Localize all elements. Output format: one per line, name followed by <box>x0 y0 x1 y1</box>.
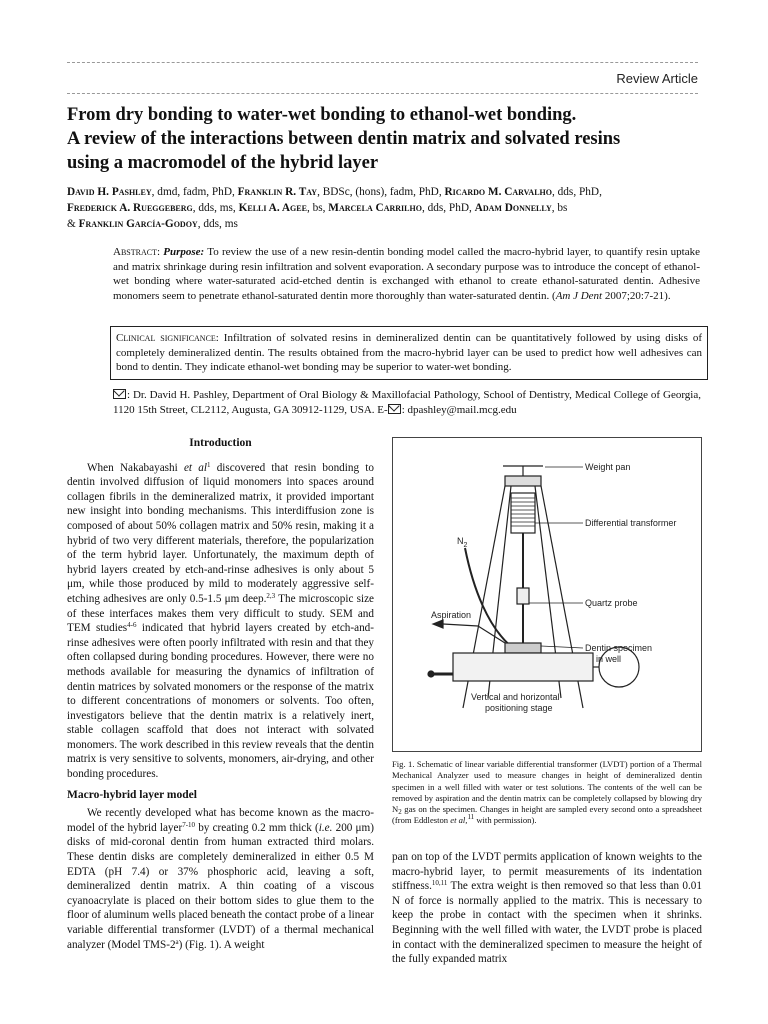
reference-marker: a <box>175 937 179 946</box>
author-line <box>67 200 707 216</box>
abstract-text: To review the use of a new resin-dentin bonding model called the macro-hybrid layer, to quantify resin uptake and matrix shrinkage during resin infiltration and solvent evaporation. A secondary purpose was to introduce the concept of ethanol-wet bonding where water-saturated acid-etched dentin is exchanged with ethanol to create ethanol-saturated dentin. Adhesive monomers seem to penetrate ethanol-saturated dentin more thoroughly than water-saturated dentin. ( <box>113 246 701 302</box>
macro-paragraph <box>67 806 374 952</box>
author-degrees: , dmd, fadm, PhD, <box>151 186 238 198</box>
author-name: Kelli A. Agee <box>238 202 307 214</box>
subscript: 2 <box>398 808 402 817</box>
citation-details: 2007;20:7-21). <box>602 289 671 302</box>
text-run: pan on top of the LVDT permits application of known weights to the macro-hybrid layer, to permit measurements of its indentation stiffness. <box>392 851 702 893</box>
author-name: Adam Donnelly <box>474 202 552 214</box>
reference-marker: 10,11 <box>431 879 448 888</box>
author-name: Franklin García-Godoy <box>78 218 198 230</box>
label-n2 <box>457 536 468 549</box>
label-quartz-probe: Quartz probe <box>585 598 638 608</box>
title-line: using a macromodel of the hybrid layer <box>67 153 379 173</box>
clinical-label: Clinical significance: <box>116 332 219 344</box>
author-name: Frederick A. Rueggeberg <box>67 202 193 214</box>
abstract <box>113 245 700 303</box>
author-degrees: , dds, PhD, <box>421 202 475 214</box>
correspondence-address: : Dr. David H. Pashley, Department of Oral Biology & Maxillofacial Pathology, School of Dentistry, Medical College of Georgia, 1120 15th Street, CL2112, Augusta, GA 30912-1129, USA. E- <box>113 389 701 416</box>
text-run: Fig. 1. Schematic of linear variable differential transformer (LVDT) portion of a Thermal Mechanical Analyzer used to measure changes in height of demineralized dentin specimen in a well filled with water or test solutions. The contents of the well can be removed by aspiration and the dentin matrix can be completely collapsed by blowing dry N <box>392 759 702 815</box>
text-run: When Nakabayashi <box>87 461 184 474</box>
text-run: by creating 0.2 mm thick ( <box>195 821 319 834</box>
author-name: Ricardo M. Carvalho <box>444 186 552 198</box>
text-run: We recently developed what has become known as the macro-model of the hybrid layer <box>67 807 374 834</box>
reference-marker: 4-6 <box>127 621 137 630</box>
positioning-stage <box>453 653 593 681</box>
label-dentin-specimen: Dentin specimen <box>585 643 653 653</box>
transformer-body <box>511 493 535 533</box>
title-line: A review of the interactions between dentin matrix and solvated resins <box>67 129 621 149</box>
right-paragraph <box>392 850 702 967</box>
text-run: The extra weight is then removed so that less than 0.01 N of force is normally applied to the matrix. This is necessary to keep the probe in contact with the specimen when it shrinks. Beginning with the well filled with water, the LVDT probe is placed in contact with the demineralized specimen to measure the height of the fully expanded matrix <box>392 880 702 966</box>
author-name: Franklin R. Tay <box>237 186 318 198</box>
label-n2-sub: 2 <box>463 542 468 549</box>
macro-heading: Macro-hybrid layer model <box>67 788 197 801</box>
label-in-well: in well <box>596 654 622 664</box>
stage-knob <box>599 647 639 687</box>
section-label: Review Article <box>616 71 698 86</box>
figure-1 <box>392 437 702 752</box>
section-divider <box>67 93 698 94</box>
text-run: ) (Fig. 1). A weight <box>178 938 265 951</box>
text-run: The microscopic size of these interfaces makes them very difficult to study. SEM and TEM studies <box>67 592 374 635</box>
author-name: Marcela Carrilho <box>328 202 422 214</box>
author-degrees: , BDSc, (hons), fadm, PhD, <box>317 186 445 198</box>
purpose-label: Purpose: <box>163 246 205 258</box>
right-column <box>392 850 702 967</box>
text-run: indicated that hybrid layers created by etch-and-rinse adhesives were often poorly infiltrated with resin and that they often collapsed during bonding procedures. However, there were no methods available for measuring the dynamics of infiltration of dentin matrices by solvated monomers or the response of the matrix to different concentrations of monomers or solvents. Too often, investigators believe that the dentin matrix is a relatively inert, stable collagen scaffold that does not interact with solvated monomers. The work described in this review reveals that the dentin matrix is very sensitive to solvents, monomers, air-drying, and other bonding procedures. <box>67 622 374 781</box>
top-cap <box>505 476 541 486</box>
text-run: 200 μm) disks of mid-coronal dentin from human extracted third molars. These dentin disks are completely demineralized in either 0.5 M EDTA (pH 7.4) or 37% phosphoric acid, leaving a soft, demineralized dentin matrix. A thin coating of a viscous cyanoacrylate is placed on their bottom sides to glue them to the floor of aluminum wells placed beneath the contact probe of a linear variable differential transformer (LVDT) of a thermal mechanical analyzer (Model TMS-2 <box>67 821 374 951</box>
top-divider <box>67 62 698 63</box>
label-stage-line2: positioning stage <box>485 703 553 713</box>
author-line <box>67 216 707 232</box>
text-run: et al, <box>450 815 468 826</box>
label-weight-pan: Weight pan <box>585 462 631 472</box>
text-run: gas on the specimen. Changes in height are sampled every second onto a spreadsheet (from Eddleston <box>392 804 702 826</box>
ampersand: & <box>67 218 79 230</box>
title-line: From dry bonding to water-wet bonding to ethanol-wet bonding. <box>67 105 577 125</box>
probe-holder <box>517 588 529 604</box>
text-run: discovered that resin bonding to dentin involved diffusion of liquid monomers into spaces around collagen fibrils in the demineralized matrix, it provided important new insight into bonding mechanisms. This interdiffusion zone is composed of about 50% collagen matrix and 50% resin, making it a hybrid of two very different materials, therefore, the popularization of the term hybrid layer. Unfortunately, the maximum depth of hybrid layers created by etch-and-rinse adhesives is only about 5 μm, while those produced by mild to moderately aggressive self-etching adhesives are only 0.5-1.5 μm deep. <box>67 461 375 605</box>
correspondence <box>113 388 701 418</box>
author-degrees: , bs, <box>306 202 329 214</box>
author-degrees: , dds, ms <box>197 218 238 230</box>
author-list <box>67 184 707 232</box>
stage-handle-knob <box>428 671 434 677</box>
label-n2-main: N <box>457 536 464 546</box>
label-differential-transformer: Differential transformer <box>585 518 677 528</box>
text-run: with permission). <box>474 815 537 826</box>
reference-marker: 7-10 <box>182 820 196 829</box>
author-degrees: , bs <box>551 202 568 214</box>
label-aspiration: Aspiration <box>431 610 472 620</box>
author-line <box>67 184 707 200</box>
left-column <box>67 436 374 952</box>
clinical-text: Infiltration of solvated resins in demineralized dentin can be quantitatively followed by using disks of completely demineralized dentin. The results obtained from the macro-hybrid layer can be used to predict how well adhesives can bond to dentin. They indicate ethanol-wet bonding may be superior to water-wet bonding. <box>116 332 702 374</box>
leader-line <box>541 646 583 648</box>
intro-heading: Introduction <box>189 437 252 449</box>
article-title <box>67 103 707 175</box>
aspiration-arrow-icon <box>433 620 443 628</box>
intro-paragraph <box>67 461 374 782</box>
author-degrees: , dds, PhD, <box>551 186 602 198</box>
envelope-icon <box>388 404 401 414</box>
reference-marker: 11 <box>467 813 475 822</box>
correspondence-email[interactable]: : dpashley@mail.mcg.edu <box>401 404 517 416</box>
aspiration-line <box>478 626 505 643</box>
abstract-label: Abstract: <box>113 246 161 258</box>
aspiration-arrow-line <box>443 624 478 626</box>
citation-journal: Am J Dent <box>555 289 603 302</box>
envelope-icon <box>113 389 126 399</box>
text-run: et al <box>183 461 207 474</box>
specimen-well <box>505 643 541 653</box>
reference-marker: 2,3 <box>266 591 276 600</box>
figure-caption <box>392 759 702 827</box>
label-stage-line1: Vertical and horizontal <box>471 692 560 702</box>
author-name: David H. Pashley <box>67 186 152 198</box>
reference-marker: 1 <box>206 460 211 469</box>
lvdt-schematic <box>393 438 701 751</box>
author-degrees: , dds, ms, <box>192 202 239 214</box>
text-run: i.e. <box>318 821 333 834</box>
clinical-significance-box <box>110 326 708 380</box>
